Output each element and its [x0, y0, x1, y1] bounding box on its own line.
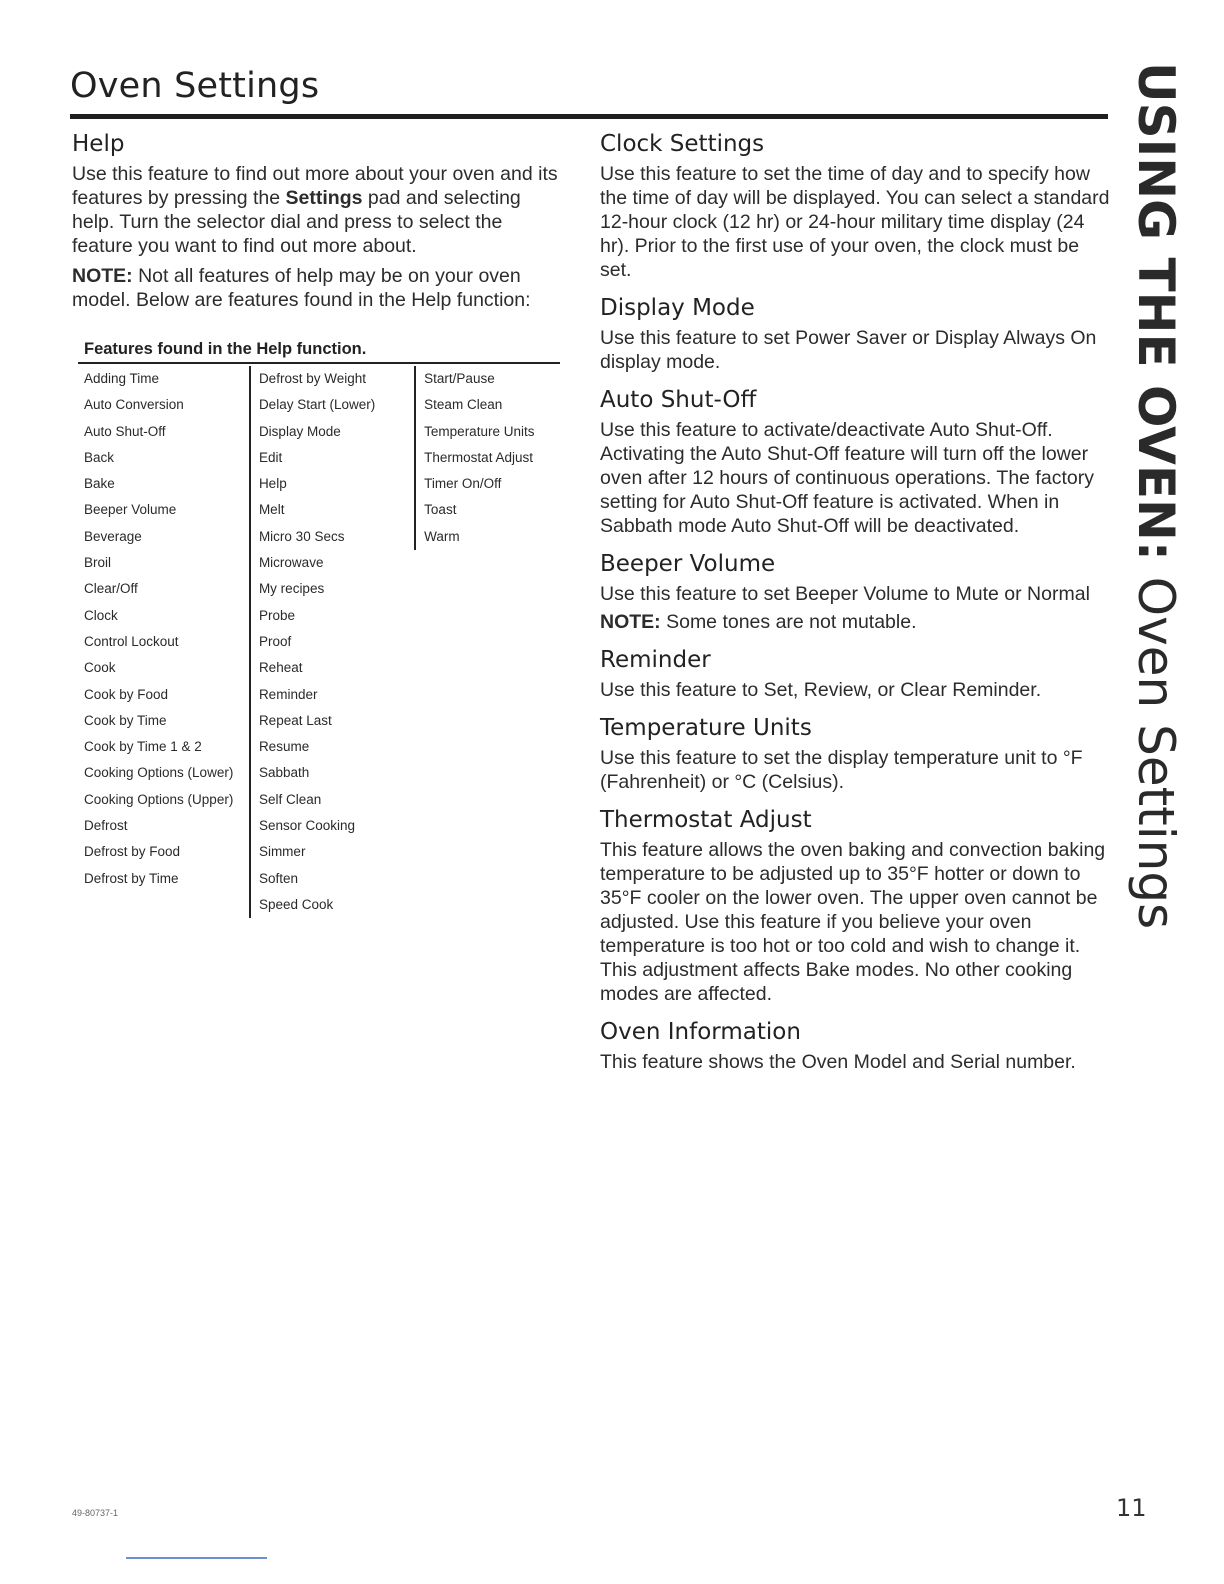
help-text-a: Use this feature to find out more about your oven and its features by pressing the — [72, 163, 558, 209]
beeper-volume-text: Use this feature to set Beeper Volume to Mute or Normal — [600, 583, 1090, 605]
feature-item: Defrost — [84, 818, 128, 834]
feature-item: Thermostat Adjust — [424, 449, 533, 465]
feature-item: Cooking Options (Lower) — [84, 765, 234, 781]
help-text-b: pad and selecting help. Turn the selector dial and press to select the feature you want to find out more about. — [72, 187, 521, 257]
feature-item: Beeper Volume — [84, 502, 177, 518]
title-rule — [70, 114, 1108, 119]
oven-information-section — [600, 1016, 1110, 1074]
reminder-text: Use this feature to Set, Review, or Clear Reminder. — [600, 679, 1042, 701]
side-tab-bold: USING THE OVEN: — [1127, 62, 1185, 561]
auto-shutoff-section — [600, 384, 1110, 538]
feature-item: My recipes — [258, 581, 325, 597]
features-col-3 — [414, 366, 560, 550]
feature-item: Clear/Off — [84, 581, 138, 597]
thermostat-adjust-text: This feature allows the oven baking and convection baking temperature to be adjusted up to 35°F hotter or down to 35°F cooler on the lower oven. The upper oven cannot be adjusted. Use this feature if you believe your oven temperature is too hot or too cold and wish to change it. This adjustment affects Bake modes. No other cooking modes are affected. — [600, 839, 1106, 1005]
feature-item: Bake — [84, 476, 115, 492]
feature-item: Cook by Time — [84, 712, 167, 728]
beeper-note-label: NOTE: — [600, 611, 661, 633]
oven-information-text: This feature shows the Oven Model and Serial number. — [600, 1051, 1076, 1073]
feature-item: Broil — [84, 555, 112, 571]
help-text-bold: Settings — [285, 187, 363, 209]
feature-item: Auto Conversion — [84, 397, 184, 413]
help-paragraph — [72, 162, 567, 258]
side-tab-rest: Oven Settings — [1127, 560, 1185, 930]
side-tab-text — [1126, 62, 1186, 929]
feature-item: Toast — [424, 502, 457, 518]
feature-item: Sabbath — [258, 765, 310, 781]
oven-information-heading: Oven Information — [600, 1019, 801, 1045]
features-col-1 — [78, 366, 249, 918]
feature-item: Help — [258, 476, 287, 492]
clock-text: Use this feature to set the time of day and to specify how the time of day will be displayed. You can select a standard 12-hour clock (12 hr) or 24-hour military time display (24 hr). Prior to the first use of your oven, the clock must be set. — [600, 163, 1110, 281]
feature-item: Reheat — [258, 660, 303, 676]
feature-item: Probe — [258, 607, 295, 623]
feature-item: Microwave — [258, 555, 324, 571]
feature-item: Repeat Last — [258, 712, 332, 728]
feature-item: Sensor Cooking — [258, 818, 355, 834]
feature-item: Warm — [424, 528, 460, 544]
bottom-link-line — [126, 1557, 267, 1559]
help-note-label: NOTE: — [72, 265, 133, 287]
beeper-volume-section — [600, 548, 1110, 634]
feature-item: Cook by Time 1 & 2 — [84, 739, 202, 755]
feature-item: Defrost by Time — [84, 870, 179, 886]
reminder-section — [600, 644, 1110, 702]
temperature-units-text: Use this feature to set the display temperature unit to °F (Fahrenheit) or °C (Celsius). — [600, 747, 1083, 793]
features-columns — [78, 364, 560, 918]
feature-item: Reminder — [258, 686, 318, 702]
features-table — [78, 340, 560, 918]
feature-item: Resume — [258, 739, 310, 755]
feature-item: Defrost by Weight — [258, 371, 366, 386]
feature-item: Clock — [84, 607, 118, 623]
features-col-2 — [249, 366, 414, 918]
feature-item: Timer On/Off — [424, 476, 502, 492]
feature-item: Auto Shut-Off — [84, 423, 166, 439]
feature-item: Back — [84, 449, 115, 465]
auto-shutoff-text: Use this feature to activate/deactivate Auto Shut-Off. Activating the Auto Shut-Off feature will turn off the lower oven after 12 hours of continuous operations. The factory setting for Auto Shut-Off feature is activated. When in Sabbath mode Auto Shut-Off will be deactivated. — [600, 419, 1094, 537]
feature-item: Beverage — [84, 528, 142, 544]
feature-item: Control Lockout — [84, 633, 179, 649]
help-note-text: Not all features of help may be on your oven model. Below are features found in the Help function: — [72, 265, 531, 311]
feature-item: Edit — [258, 449, 283, 465]
feature-item: Cook by Food — [84, 686, 169, 702]
auto-shutoff-heading: Auto Shut-Off — [600, 387, 757, 413]
feature-item: Delay Start (Lower) — [258, 397, 376, 413]
right-column — [600, 128, 1110, 1084]
feature-item: Proof — [258, 633, 292, 649]
feature-item: Self Clean — [258, 791, 322, 807]
feature-item: Temperature Units — [424, 423, 535, 439]
clock-section — [600, 128, 1110, 282]
feature-item: Cooking Options (Upper) — [84, 791, 234, 807]
feature-item: Speed Cook — [258, 896, 334, 912]
feature-item: Steam Clean — [424, 397, 503, 413]
thermostat-adjust-section — [600, 804, 1110, 1006]
temperature-units-section — [600, 712, 1110, 794]
display-mode-section — [600, 292, 1110, 374]
temperature-units-heading: Temperature Units — [600, 715, 812, 741]
feature-item: Start/Pause — [424, 371, 495, 386]
clock-heading: Clock Settings — [600, 131, 765, 157]
document-code: 49-80737-1 — [72, 1508, 119, 1518]
feature-item: Defrost by Food — [84, 844, 181, 860]
feature-item: Soften — [258, 870, 298, 886]
help-section — [72, 128, 567, 312]
features-table-title: Features found in the Help function. — [78, 340, 560, 364]
page-number: 11 — [1116, 1494, 1147, 1522]
feature-item: Micro 30 Secs — [258, 528, 345, 544]
side-tab — [1122, 62, 1186, 930]
beeper-volume-heading: Beeper Volume — [600, 551, 776, 577]
left-column — [72, 128, 567, 322]
help-heading: Help — [72, 131, 125, 157]
feature-item: Simmer — [258, 844, 306, 860]
display-mode-text: Use this feature to set Power Saver or Display Always On display mode. — [600, 327, 1097, 373]
display-mode-heading: Display Mode — [600, 295, 755, 321]
beeper-volume-note — [600, 610, 1110, 634]
help-note — [72, 264, 567, 312]
feature-item: Adding Time — [84, 371, 160, 386]
thermostat-adjust-heading: Thermostat Adjust — [600, 807, 812, 833]
beeper-note-text: Some tones are not mutable. — [660, 611, 917, 633]
feature-item: Melt — [258, 502, 285, 518]
feature-item: Cook — [84, 660, 116, 676]
feature-item: Display Mode — [258, 423, 341, 439]
reminder-heading: Reminder — [600, 647, 711, 673]
page-title: Oven Settings — [70, 66, 320, 106]
